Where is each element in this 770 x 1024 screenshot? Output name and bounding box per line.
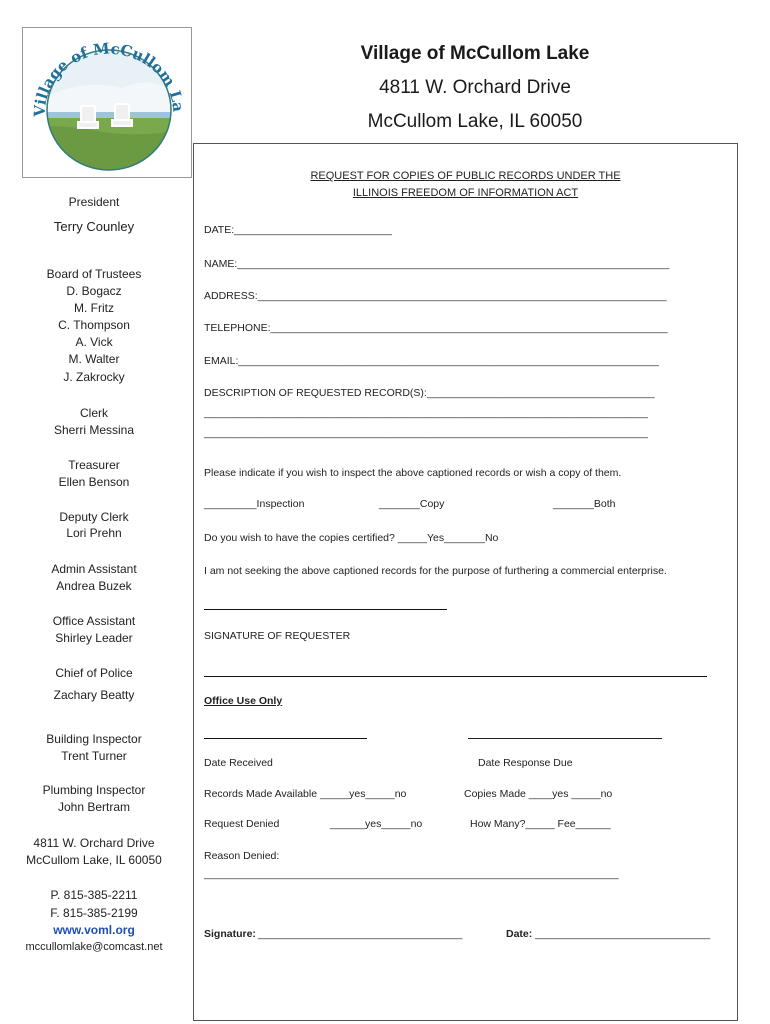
- logo-arc-text: Village of McCullom La: [30, 39, 188, 118]
- village-city: McCullom Lake, IL 60050: [367, 111, 583, 132]
- trustee-name: M. Fritz: [74, 301, 114, 315]
- form-title-line2: ILLINOIS FREEDOM OF INFORMATION ACT: [352, 187, 579, 199]
- logo-graphic: [23, 28, 191, 177]
- trustee-name: C. Thompson: [58, 318, 130, 332]
- certified-question[interactable]: Do you wish to have the copies certified? _____Yes_______No: [204, 532, 499, 544]
- reason-denied-line[interactable]: _______________________________________________________________________: [204, 868, 619, 880]
- description-line[interactable]: ____________________________________________________________________________: [204, 407, 648, 419]
- name-field[interactable]: NAME:__________________________________________________________________________: [204, 258, 670, 270]
- commercial-statement: I am not seeking the above captioned records for the purpose of furthering a commercial enterprise.: [204, 565, 667, 577]
- records-available-field[interactable]: Records Made Available _____yes_____no: [204, 788, 407, 800]
- admin-assistant-name: Andrea Buzek: [56, 579, 132, 593]
- police-chief-heading: Chief of Police: [55, 666, 133, 680]
- copies-made-field[interactable]: Copies Made ____yes _____no: [464, 788, 613, 800]
- admin-assistant-heading: Admin Assistant: [51, 562, 137, 576]
- signature-of-requester-label: SIGNATURE OF REQUESTER: [204, 630, 351, 642]
- date-response-due-line[interactable]: [468, 738, 662, 739]
- trustee-name: M. Walter: [68, 352, 120, 366]
- divider-line: [204, 676, 707, 677]
- email-field[interactable]: EMAIL:________________________________________________________________________: [204, 355, 659, 367]
- website-link[interactable]: www.voml.org: [53, 923, 135, 937]
- village-name: Village of McCullom Lake: [360, 43, 590, 64]
- police-chief-name: Zachary Beatty: [53, 688, 135, 702]
- office-assistant-heading: Office Assistant: [52, 614, 136, 628]
- reason-denied-label: Reason Denied:: [204, 850, 280, 862]
- building-inspector-heading: Building Inspector: [46, 732, 142, 746]
- foia-request-form: [193, 143, 738, 1021]
- office-date-label: Date:: [506, 928, 533, 940]
- office-use-only-heading: Office Use Only: [204, 695, 283, 707]
- clerk-heading: Clerk: [79, 406, 108, 420]
- date-response-due-label: Date Response Due: [478, 757, 573, 769]
- copy-option[interactable]: _______Copy: [379, 498, 445, 510]
- date-received-label: Date Received: [204, 757, 273, 769]
- trustee-name: J. Zakrocky: [63, 370, 125, 384]
- telephone-field[interactable]: TELEPHONE:____________________________________________________________________: [204, 322, 668, 334]
- date-field[interactable]: DATE:___________________________: [204, 224, 392, 236]
- trustees-heading: Board of Trustees: [46, 267, 142, 281]
- inspect-or-copy-question: Please indicate if you wish to inspect the above captioned records or wish a copy of them.: [204, 467, 622, 479]
- plumbing-inspector-heading: Plumbing Inspector: [42, 783, 146, 797]
- both-option[interactable]: _______Both: [553, 498, 616, 510]
- village-address: 4811 W. Orchard Drive: [379, 77, 571, 98]
- office-signature-label: Signature:: [204, 928, 256, 940]
- building-inspector-name: Trent Turner: [61, 749, 127, 763]
- email-address: mccullomlake@comcast.net: [25, 941, 163, 953]
- description-field[interactable]: DESCRIPTION OF REQUESTED RECORD(S):_______________________________________: [204, 387, 655, 399]
- clerk-name: Sherri Messina: [53, 423, 135, 437]
- president-name: Terry Counley: [53, 219, 135, 234]
- office-date-line[interactable]: ______________________________: [535, 928, 711, 940]
- treasurer-heading: Treasurer: [68, 458, 120, 472]
- description-line[interactable]: ____________________________________________________________________________: [204, 427, 648, 439]
- deputy-clerk-heading: Deputy Clerk: [59, 510, 129, 524]
- trustee-name: D. Bogacz: [66, 284, 122, 298]
- inspection-option[interactable]: _________Inspection: [204, 498, 305, 510]
- office-address-line1: 4811 W. Orchard Drive: [33, 836, 155, 850]
- form-title-line1: REQUEST FOR COPIES OF PUBLIC RECORDS UNDER THE: [310, 170, 621, 182]
- office-signature-line[interactable]: ___________________________________: [258, 928, 463, 940]
- office-assistant-name: Shirley Leader: [55, 631, 133, 645]
- request-denied-label: Request Denied: [204, 818, 280, 830]
- signature-line[interactable]: [204, 609, 447, 610]
- address-field[interactable]: ADDRESS:______________________________________________________________________: [204, 290, 667, 302]
- fax-number: F. 815-385-2199: [50, 906, 138, 920]
- deputy-clerk-name: Lori Prehn: [66, 526, 122, 540]
- phone-number: P. 815-385-2211: [50, 888, 138, 902]
- plumbing-inspector-name: John Bertram: [57, 800, 131, 814]
- office-address-line2: McCullom Lake, IL 60050: [26, 853, 162, 867]
- trustee-name: A. Vick: [75, 335, 113, 349]
- request-denied-options[interactable]: ______yes_____no: [330, 818, 423, 830]
- date-received-line[interactable]: [204, 738, 367, 739]
- how-many-fee-field[interactable]: How Many?_____ Fee______: [470, 818, 611, 830]
- village-logo: [22, 27, 192, 178]
- treasurer-name: Ellen Benson: [58, 475, 130, 489]
- president-heading: President: [68, 195, 120, 209]
